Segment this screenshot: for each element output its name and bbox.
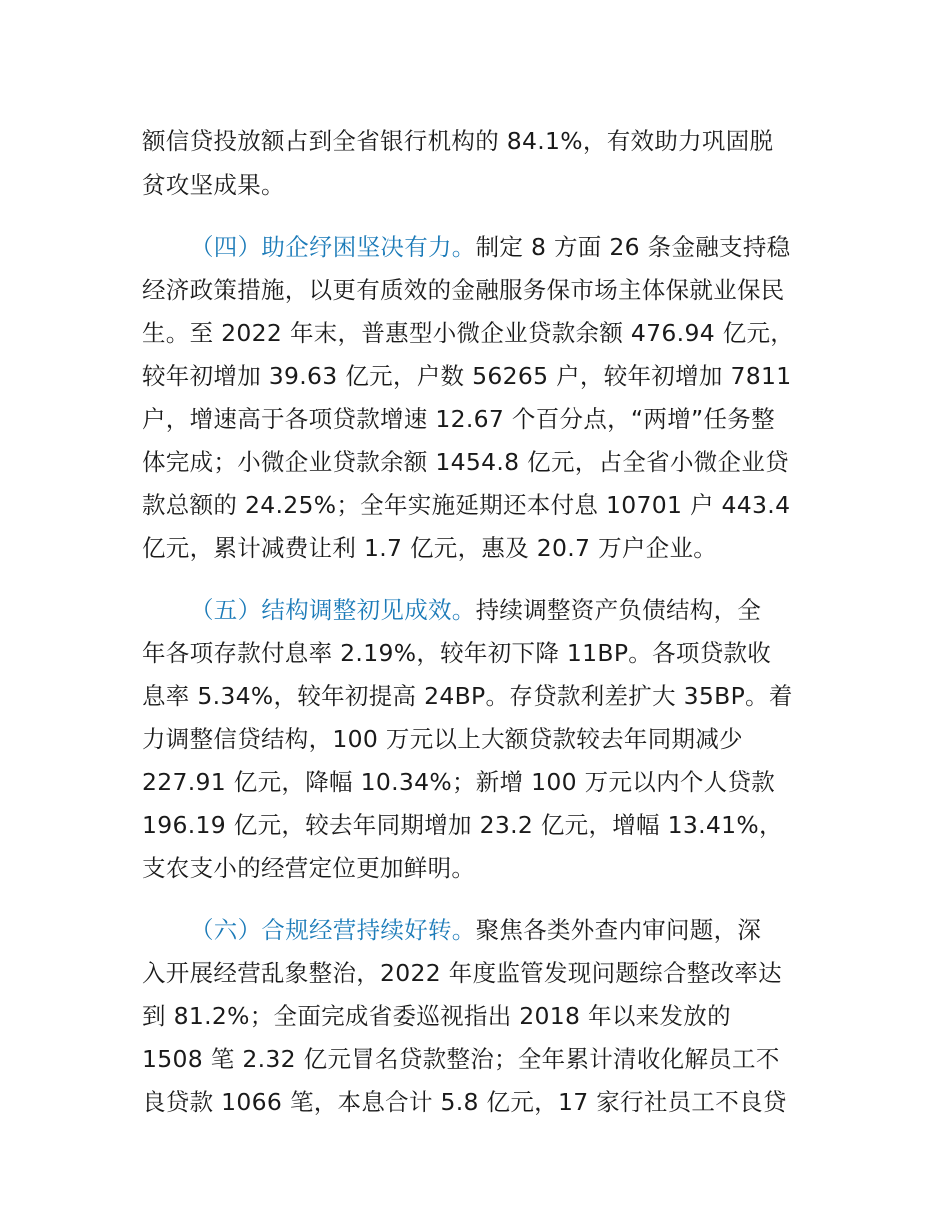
text-line: 贫攻坚成果。 bbox=[142, 171, 285, 199]
section-heading: （六）合规经营持续好转。 bbox=[190, 916, 476, 944]
text-line: 经济政策措施，以更有质效的金融服务保市场主体保就业保民 bbox=[142, 276, 785, 304]
text-span: 聚焦各类外查内审问题，深 bbox=[475, 916, 762, 944]
section-heading: （四）助企纾困坚决有力。 bbox=[190, 233, 476, 261]
text-line: 支农支小的经营定位更加鲜明。 bbox=[142, 854, 476, 882]
text-line: 亿元，累计减费让利 1.7 亿元，惠及 20.7 万户企业。 bbox=[142, 534, 718, 562]
text-line: 体完成；小微企业贷款余额 1454.8 亿元，占全省小微企业贷 bbox=[142, 448, 789, 476]
text-line: 入开展经营乱象整治，2022 年度监管发现问题综合整改率达 bbox=[142, 959, 782, 987]
section-heading: （五）结构调整初见成效。 bbox=[190, 596, 476, 624]
text-line: 196.19 亿元，较去年同期增加 23.2 亿元，增幅 13.41%， bbox=[142, 811, 783, 839]
text-line: 良贷款 1066 笔，本息合计 5.8 亿元，17 家行社员工不良贷 bbox=[142, 1088, 787, 1116]
text-line: 较年初增加 39.63 亿元，户数 56265 户，较年初增加 7811 bbox=[142, 362, 792, 390]
paragraph-line bbox=[190, 595, 761, 625]
paragraph-line bbox=[190, 232, 790, 262]
text-line: 款总额的 24.25%；全年实施延期还本付息 10701 户 443.4 bbox=[142, 491, 791, 519]
text-line: 户，增速高于各项贷款增速 12.67 个百分点，“两增”任务整 bbox=[142, 405, 775, 433]
text-line: 生。至 2022 年末，普惠型小微企业贷款余额 476.94 亿元， bbox=[142, 319, 795, 347]
text-line: 额信贷投放额占到全省银行机构的 84.1%，有效助力巩固脱 bbox=[142, 127, 774, 155]
text-line: 227.91 亿元，降幅 10.34%；新增 100 万元以内个人贷款 bbox=[142, 768, 776, 796]
text-line: 到 81.2%；全面完成省委巡视指出 2018 年以来发放的 bbox=[142, 1002, 731, 1030]
text-line: 1508 笔 2.32 亿元冒名贷款整治；全年累计清收化解员工不 bbox=[142, 1045, 780, 1073]
text-line: 息率 5.34%，较年初提高 24BP。存贷款利差扩大 35BP。着 bbox=[142, 682, 793, 710]
text-span: 持续调整资产负债结构，全 bbox=[475, 596, 762, 624]
text-line: 年各项存款付息率 2.19%，较年初下降 11BP。各项贷款收 bbox=[142, 639, 772, 667]
paragraph-line bbox=[190, 915, 761, 945]
text-line: 力调整信贷结构，100 万元以上大额贷款较去年同期减少 bbox=[142, 725, 743, 753]
text-span: 制定 8 方面 26 条金融支持稳 bbox=[475, 233, 791, 261]
